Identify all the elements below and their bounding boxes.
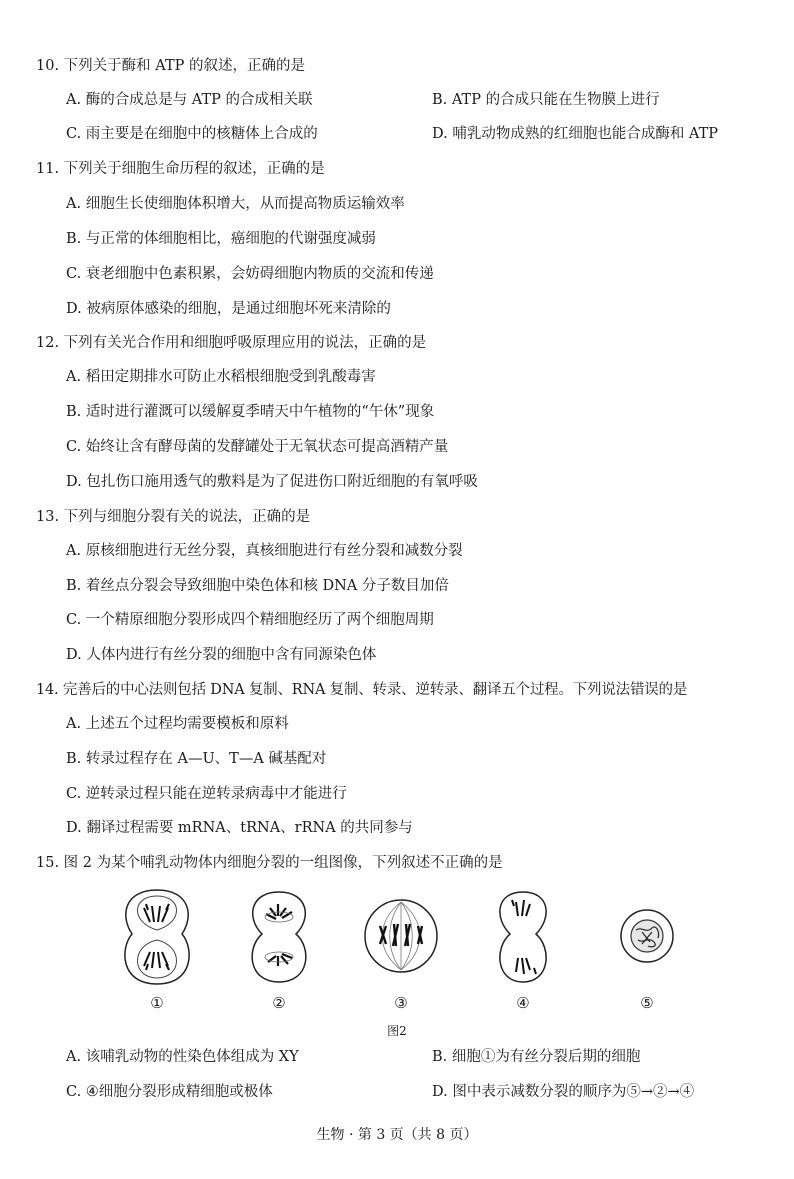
cell-diagram-3: [356, 886, 446, 1016]
question-13-option-d: D. 人体内进行有丝分裂的细胞中含有同源染色体: [66, 647, 377, 663]
question-13-option-b: B. 着丝点分裂会导致细胞中染色体和核 DNA 分子数目加倍: [66, 578, 449, 594]
question-10-option-a: A. 酶的合成总是与 ATP 的合成相关联: [66, 92, 313, 108]
cell-2-label: ②: [272, 994, 286, 1012]
cell-5-drawing: [602, 886, 692, 990]
question-11-option-d: D. 被病原体感染的细胞，是通过细胞坏死来清除的: [66, 301, 391, 317]
question-12-option-b: B. 适时进行灌溉可以缓解夏季晴天中午植物的“午休”现象: [66, 404, 435, 420]
question-10-option-d: D. 哺乳动物成熟的红细胞也能合成酶和 ATP: [432, 126, 719, 142]
figure-caption: 图2: [387, 1024, 407, 1038]
question-11-option-a: A. 细胞生长使细胞体积增大，从而提高物质运输效率: [66, 196, 405, 212]
question-10-option-c: C. 雨主要是在细胞中的核糖体上合成的: [66, 126, 318, 142]
question-14-option-b: B. 转录过程存在 A—U、T—A 碱基配对: [66, 751, 327, 767]
cell-diagram-1: [112, 886, 202, 1016]
question-14-option-d: D. 翻译过程需要 mRNA、tRNA、rRNA 的共同参与: [66, 820, 413, 836]
cell-2-drawing: [234, 886, 324, 990]
question-11-stem: 11. 下列关于细胞生命历程的叙述，正确的是: [36, 161, 325, 177]
question-13-option-a: A. 原核细胞进行无丝分裂，真核细胞进行有丝分裂和减数分裂: [66, 543, 463, 559]
question-15-stem: 15. 图 2 为某个哺乳动物体内细胞分裂的一组图像，下列叙述不正确的是: [36, 855, 503, 871]
cell-3-drawing: [356, 886, 446, 990]
question-11-option-c: C. 衰老细胞中色素积累，会妨碍细胞内物质的交流和传递: [66, 266, 434, 282]
question-11-option-b: B. 与正常的体细胞相比，癌细胞的代谢强度减弱: [66, 231, 376, 247]
cell-5-label: ⑤: [640, 994, 654, 1012]
question-13-option-c: C. 一个精原细胞分裂形成四个精细胞经历了两个细胞周期: [66, 612, 434, 628]
cell-1-drawing: [112, 886, 202, 990]
question-15-option-c: C. ④细胞分裂形成精细胞或极体: [66, 1084, 273, 1100]
question-13-stem: 13. 下列与细胞分裂有关的说法，正确的是: [36, 509, 311, 525]
cell-diagram-2: [234, 886, 324, 1016]
question-12-option-a: A. 稻田定期排水可防止水稻根细胞受到乳酸毒害: [66, 369, 376, 385]
question-14-option-a: A. 上述五个过程均需要模板和原料: [66, 716, 289, 732]
cell-4-drawing: [478, 886, 568, 990]
question-15-option-d: D. 图中表示减数分裂的顺序为⑤→②→④: [432, 1084, 695, 1100]
question-14-stem: 14. 完善后的中心法则包括 DNA 复制、RNA 复制、转录、逆转录、翻译五个过程。下列说法错误的是: [36, 682, 688, 698]
question-12-option-d: D. 包扎伤口施用透气的敷料是为了促进伤口附近细胞的有氧呼吸: [66, 474, 478, 490]
cell-4-label: ④: [516, 994, 530, 1012]
page-footer: 生物 · 第 3 页（共 8 页）: [316, 1127, 478, 1143]
question-12-option-c: C. 始终让含有酵母菌的发酵罐处于无氧状态可提高酒精产量: [66, 439, 449, 455]
cell-division-figure: [0, 886, 794, 1016]
question-15-option-a: A. 该哺乳动物的性染色体组成为 XY: [66, 1049, 299, 1065]
question-12-stem: 12. 下列有关光合作用和细胞呼吸原理应用的说法，正确的是: [36, 335, 427, 351]
question-15-option-b: B. 细胞①为有丝分裂后期的细胞: [432, 1049, 641, 1065]
question-10-stem: 10. 下列关于酶和 ATP 的叙述，正确的是: [36, 58, 305, 74]
question-14-option-c: C. 逆转录过程只能在逆转录病毒中才能进行: [66, 786, 347, 802]
cell-diagram-5: [602, 886, 692, 1016]
question-10-option-b: B. ATP 的合成只能在生物膜上进行: [432, 92, 660, 108]
cell-3-label: ③: [394, 994, 408, 1012]
cell-diagram-4: [478, 886, 568, 1016]
cell-1-label: ①: [150, 994, 164, 1012]
